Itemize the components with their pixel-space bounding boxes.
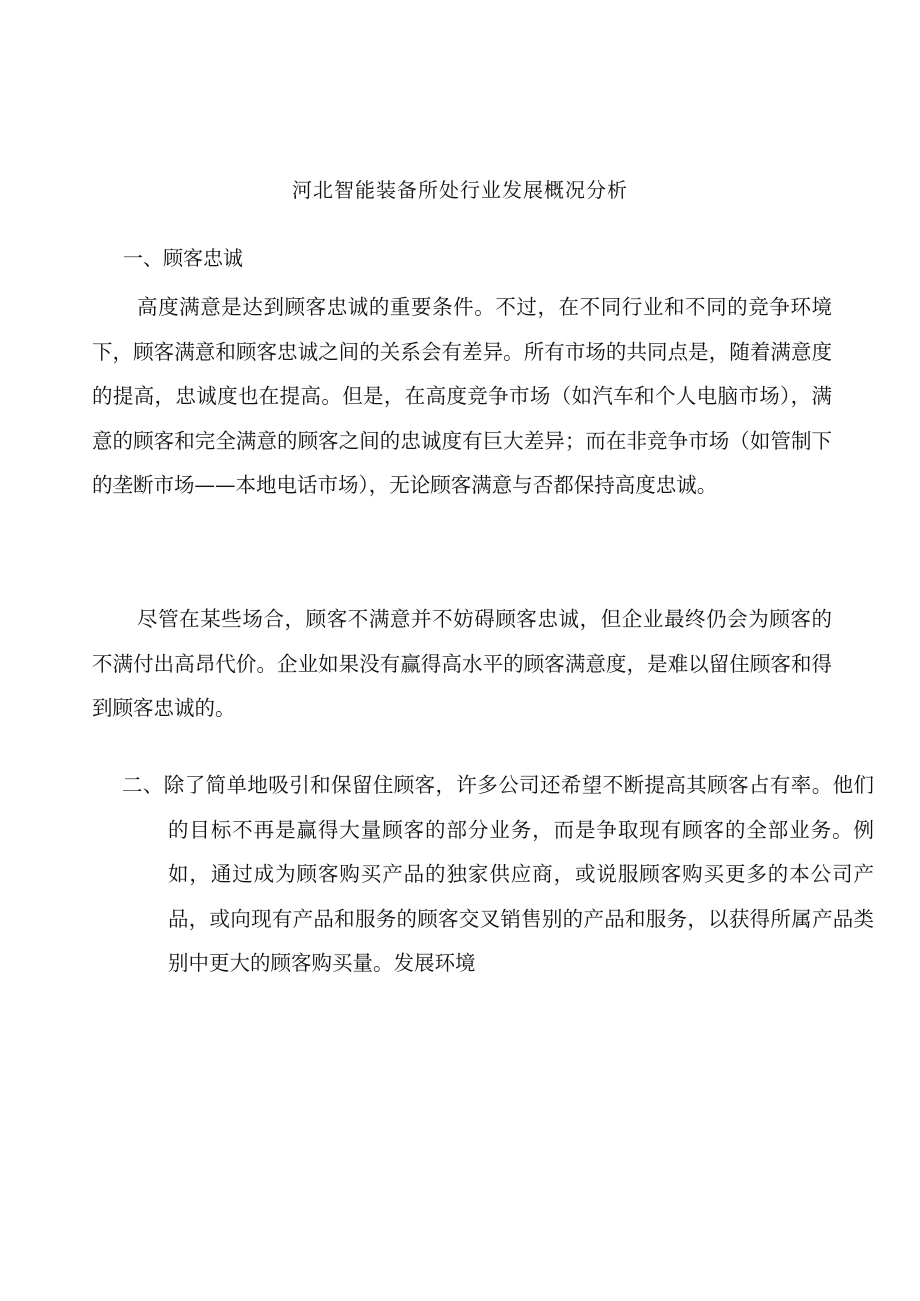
document-title: 河北智能装备所处行业发展概况分析 [292, 178, 628, 202]
paragraph-satisfaction-loyalty: 高度满意是达到顾客忠诚的重要条件。不过，在不同行业和不同的竞争环境下，顾客满意和顾客忠诚之间的关系会有差异。所有市场的共同点是，随着满意度的提高，忠诚度也在提高。但是，在高度竞争市场（如汽车和个人电脑市场），满意的顾客和完全满意的顾客之间的忠诚度有巨大差异；而在非竞争市场（如管制下的垄断市场——本地电话市场），无论顾客满意与否都保持高度忠诚。 [92, 295, 832, 497]
section-heading-customer-loyalty: 一、顾客忠诚 [123, 246, 243, 270]
section-customer-share: 二、除了简单地吸引和保留住顾客，许多公司还希望不断提高其顾客占有率。他们的目标不再是赢得大量顾客的部分业务，而是争取现有顾客的全部业务。例如，通过成为顾客购买产品的独家供应商，或说服顾客购买更多的本公司产品，或向现有产品和服务的顾客交叉销售别的产品和服务，以获得所属产品类别中更大的顾客购买量。发展环境 [122, 773, 874, 975]
paragraph-dissatisfaction-cost: 尽管在某些场合，顾客不满意并不妨碍顾客忠诚，但企业最终仍会为顾客的不满付出高昂代价。企业如果没有赢得高水平的顾客满意度，是难以留住顾客和得到顾客忠诚的。 [92, 607, 832, 720]
